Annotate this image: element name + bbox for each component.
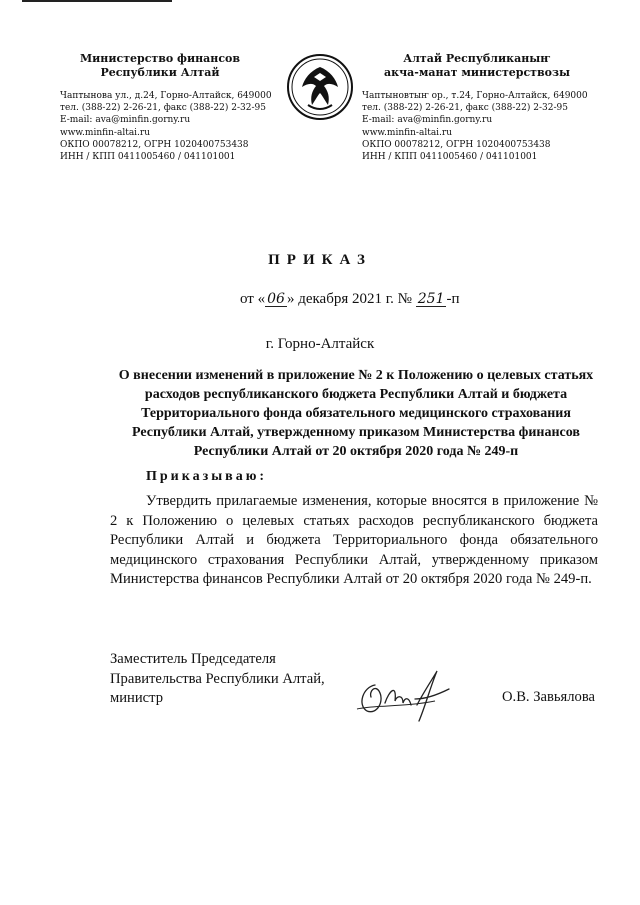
body-paragraph: Утвердить прилагаемые изменения, которые вносятся в приложение № 2 к Положению о целевых статьях расходов республиканского бюджета Республики Алтай и бюджета Территориального фонда обязательного медицинского страхования Республики Алтай, утвержденному приказом Министерства финансов Республики Алтай от 20 октября 2020 года № 249-п. [110,493,598,587]
phone: тел. (388-22) 2-26-21, факс (388-22) 2-32-95 [362,103,568,114]
contact-block-ru [60,90,280,163]
document-date-line [240,291,460,308]
org-name-line1: Алтай Республиканыҥ [403,52,551,65]
address: Чаптынова ул., д.24, Горно-Алтайск, 649000 [60,91,272,101]
email: E-mail: ava@minfin.gorny.ru [60,115,191,126]
header-left [60,52,280,163]
phone: тел. (388-22) 2-26-21, факс (388-22) 2-32-95 [60,103,266,114]
altai-republic-emblem-icon [286,53,354,121]
document-type: ПРИКАЗ [268,252,372,268]
date-suffix: » декабря 2021 г. № [286,291,412,307]
number-suffix: -п [446,291,460,307]
top-rule [22,0,172,2]
okpo: ОКПО 00078212, ОГРН 1020400753438 [362,139,551,150]
position-line2: Правительства Республики Алтай, [110,670,325,687]
website: www.minfin-altai.ru [362,127,453,138]
city: г. Горно-Алтайск [265,336,375,352]
inn: ИНН / КПП 0411005460 / 041101001 [60,151,236,162]
org-name-line1: Министерство финансов [79,52,241,65]
org-name-ru [60,52,260,80]
inn: ИНН / КПП 0411005460 / 041101001 [362,151,538,162]
position-line1: Заместитель Председателя [110,651,276,667]
contact-block-alt [362,90,602,163]
okpo: ОКПО 00078212, ОГРН 1020400753438 [60,139,249,150]
handwritten-signature-icon [345,665,465,725]
website: www.minfin-altai.ru [60,127,151,138]
date-day: 06 [267,291,285,307]
document-title: О внесении изменений в приложение № 2 к Положению о целевых статьях расходов республиканского бюджета Республики Алтай и бюджета Территориального фонда обязательного медицинского страхования Республики Алтай, утвержденному приказом Министерства финансов Республики Алтай от 20 октября 2020 года № 249-п [118,368,594,459]
header-right [362,52,602,163]
document-number: 251 [417,291,445,307]
signatory-position [110,650,325,709]
date-prefix: от « [240,291,266,307]
position-line3: министр [110,690,163,706]
email: E-mail: ava@minfin.gorny.ru [362,115,493,126]
org-name-line2: акча-манат министерствозы [384,66,570,79]
org-name-line2: Республики Алтай [100,66,220,79]
address: Чаптыновтыҥ ор., т.24, Горно-Алтайск, 649000 [362,91,588,101]
order-word: Приказываю: [146,469,268,484]
org-name-alt [362,52,592,80]
signatory-name: О.В. Завьялова [502,689,596,705]
